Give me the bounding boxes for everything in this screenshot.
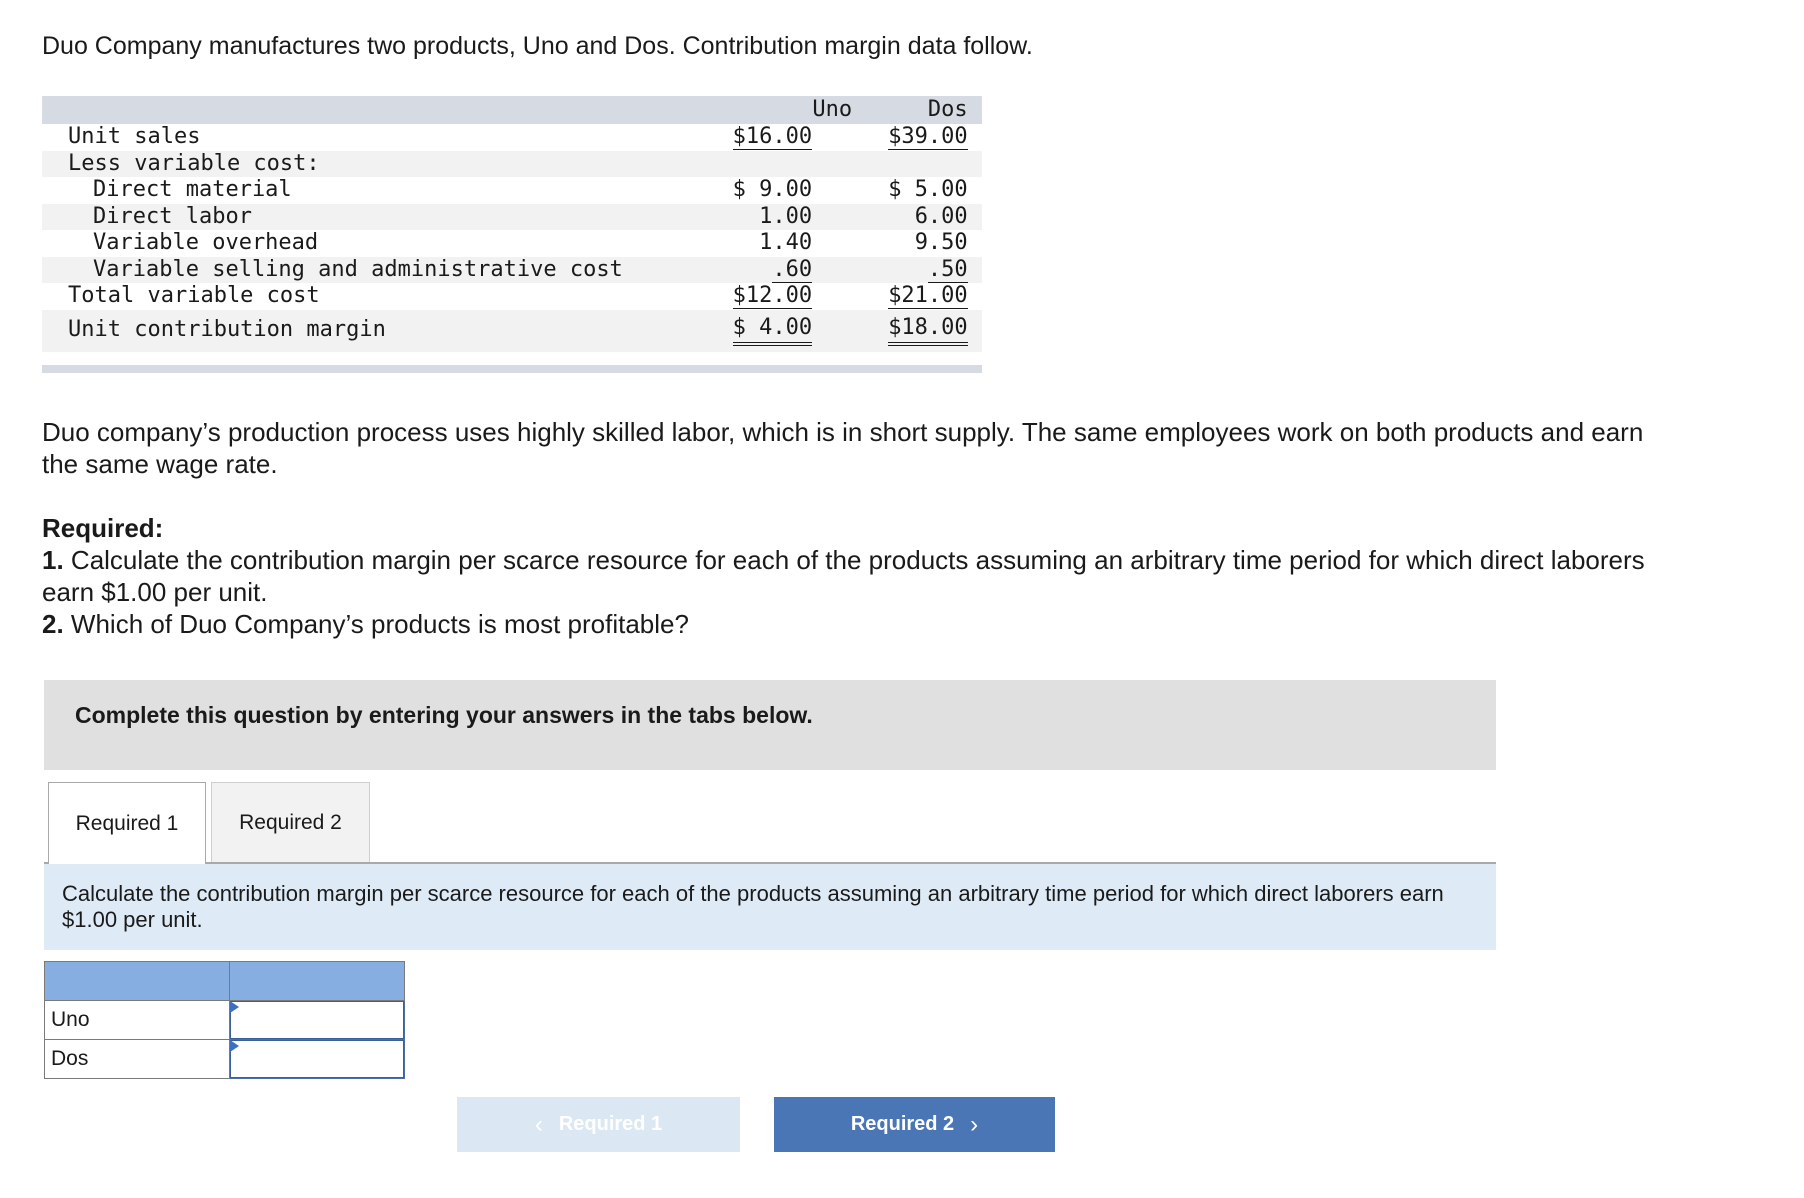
variable-selling-dos: .50 (927, 256, 968, 282)
col-header-uno: Uno (623, 96, 812, 124)
row-label: Direct material (93, 177, 292, 202)
next-tab-button[interactable] (774, 1097, 1055, 1152)
q2-text: Which of Duo Company’s products is most profitable? (70, 609, 689, 639)
table-row (42, 310, 982, 352)
chevron-left-icon: ‹ (534, 1110, 543, 1138)
table-row (42, 204, 982, 231)
answer-input-dos[interactable] (230, 1040, 404, 1078)
table-row (42, 230, 982, 257)
direct-material-dos: $ 5.00 (888, 177, 968, 202)
row-label: Unit sales (68, 124, 201, 149)
intro-text: Duo Company manufactures two products, Uno and Dos. Contribution margin data follow. (42, 32, 1033, 60)
table-bottom-divider (42, 365, 982, 373)
direct-labor-dos: 6.00 (833, 204, 968, 231)
variable-overhead-uno: 1.40 (759, 230, 813, 255)
answer-input-uno[interactable] (230, 1001, 404, 1039)
answer-header-row (45, 962, 405, 1001)
row-label: Variable selling and administrative cost (42, 257, 623, 284)
table-row (42, 177, 982, 204)
total-variable-dos: $21.00 (888, 283, 968, 308)
direct-labor-uno: 1.00 (623, 204, 812, 231)
variable-selling-uno: .60 (772, 256, 813, 282)
banner-text: Complete this question by entering your answers in the tabs below. (75, 702, 813, 728)
next-tab-label: Required 2 (850, 1113, 955, 1135)
required-section (42, 512, 1662, 640)
unit-sales-uno: $16.00 (732, 124, 813, 149)
table-row (45, 1040, 405, 1079)
unit-sales-dos: $39.00 (888, 124, 968, 149)
answer-table (44, 961, 405, 1079)
row-label: Unit contribution margin (42, 310, 623, 352)
row-label: Less variable cost: (42, 151, 623, 178)
answer-label-dos: Dos (45, 1040, 230, 1079)
required-heading: Required: (42, 513, 164, 543)
chevron-right-icon: › (970, 1110, 979, 1138)
q1-number: 1. (42, 545, 64, 575)
table-row (42, 124, 982, 151)
row-label: Direct labor (42, 204, 623, 231)
answer-label-uno: Uno (45, 1001, 230, 1040)
prev-tab-label: Required 1 (558, 1113, 663, 1135)
instructions-banner (44, 680, 1496, 770)
contribution-margin-table (42, 96, 982, 352)
table-row (42, 283, 982, 310)
input-flag-icon (230, 1001, 239, 1013)
tab-required-2[interactable]: Required 2 (211, 782, 370, 862)
tab-instruction: Calculate the contribution margin per scarce resource for each of the products assuming an arbitrary time period for which direct laborers earn $1.00 per unit. (44, 864, 1496, 950)
input-flag-icon (230, 1040, 239, 1052)
table-row (42, 257, 982, 284)
row-label: Variable overhead (93, 230, 319, 255)
q1-text: Calculate the contribution margin per scarce resource for each of the products assuming an arbitrary time period for which direct laborers earn $1.00 per unit. (42, 545, 1645, 607)
scenario-paragraph: Duo company’s production process uses highly skilled labor, which is in short supply. The same employees work on both products and earn the same wage rate. (42, 417, 1644, 479)
table-row (45, 1001, 405, 1040)
unit-cm-dos: $18.00 (888, 316, 967, 346)
table-row (42, 151, 982, 178)
unit-cm-uno: $ 4.00 (733, 316, 812, 346)
table-header-row (42, 96, 982, 124)
row-label: Total variable cost (68, 283, 320, 308)
variable-overhead-dos: 9.50 (914, 230, 968, 255)
col-header-dos: Dos (833, 96, 968, 124)
prev-tab-button[interactable] (457, 1097, 740, 1152)
q2-number: 2. (42, 609, 64, 639)
total-variable-uno: $12.00 (732, 283, 813, 308)
direct-material-uno: $ 9.00 (732, 177, 813, 202)
tab-required-1[interactable]: Required 1 (48, 782, 206, 864)
